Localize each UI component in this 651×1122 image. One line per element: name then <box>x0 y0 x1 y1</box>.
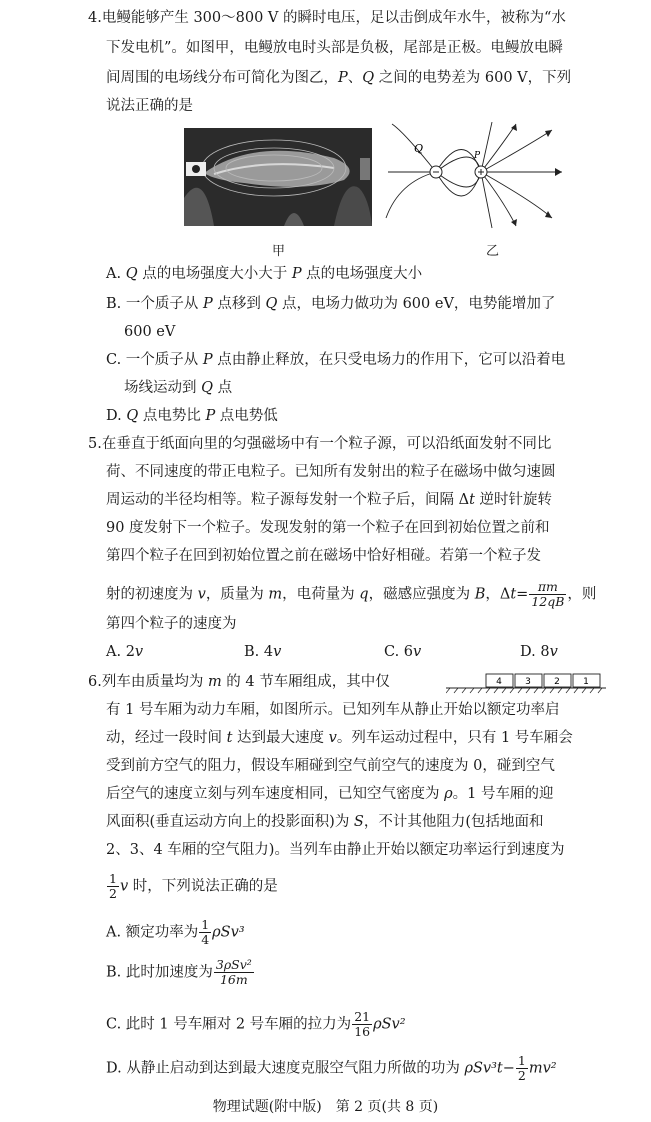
q6-line-2: 有 1 号车厢为动力车厢，如图所示。已知列车从静止开始以额定功率启 <box>106 702 560 718</box>
q6-option-d: D. 从静止启动到达到最大速度克服空气阻力所做的功为 ρSv³t− $\frac{1}{2}$ mv² <box>106 1053 557 1083</box>
q6-option-c: C. 此时 1 号车厢对 2 号车厢的拉力为 $\frac{21}{16}$ ρSv² <box>106 1009 406 1039</box>
train-diagram <box>446 672 606 694</box>
q5-line-2: 荷、不同速度的带正电粒子。已知所有发射出的粒子在磁场中做匀速圆 <box>106 464 556 480</box>
q6-option-b: B. 此时加速度为 $\frac{\text{3ρSv²}}{16m}$ <box>106 957 252 987</box>
q5-line-5: 第四个粒子在回到初始位置之前在磁场中恰好相碰。若第一个粒子发 <box>106 548 541 564</box>
label-p: P <box>474 151 481 161</box>
q5-line-4: 90 度发射下一个粒子。发现发射的第一个粒子在回到初始位置之前和 <box>106 520 550 536</box>
car-label-1: 1 <box>583 677 589 687</box>
label-q: Q <box>414 142 424 155</box>
q4-line-3: 间周围的电场线分布可简化为图乙，P、Q 之间的电势差为 600 V，下列 <box>106 70 572 86</box>
half-fraction: $\frac{1}{2}$ <box>109 871 117 901</box>
q6-line-3: 动，经过一段时间 t 达到最大速度 v。列车运动过程中，只有 1 号车厢会 <box>106 730 573 746</box>
q5-option-d: D. 8v <box>520 644 558 660</box>
q6-option-a: A. 额定功率为 $\frac{1}{4}$ ρSv³ <box>106 917 245 947</box>
q4-option-c-cont: 场线运动到 Q 点 <box>124 380 233 396</box>
q4-option-c: C. 一个质子从 P 点由静止释放，在只受电场力的作用下，它可以沿着电 <box>106 352 566 368</box>
q6-line-7: 2、3、4 车厢的空气阻力)。当列车由静止开始以额定功率运行到速度为 <box>106 842 565 858</box>
q4-option-d: D. Q 点电势比 P 点电势低 <box>106 408 278 424</box>
q6-line-1: 6.列车由质量均为 m 的 4 节车厢组成，其中仅 <box>88 674 390 690</box>
option-b-fraction: $\frac{\text{3ρSv²}}{16m}$ <box>215 957 252 987</box>
fig-yi-caption: 乙 <box>486 244 500 259</box>
q6-line-8: $\frac{1}{2}$ v 时，下列说法正确的是 <box>109 871 278 901</box>
q4-option-a: A. Q 点的电场强度大小大于 P 点的电场强度大小 <box>106 266 423 282</box>
q4-line-2: 下发电机”。如图甲，电鳗放电时头部是负极，尾部是正极。电鳗放电瞬 <box>106 40 563 56</box>
q4-option-b-cont: 600 eV <box>124 324 176 340</box>
q4-option-b: B. 一个质子从 P 点移到 Q 点，电场力做功为 600 eV，电势能增加了 <box>106 296 556 312</box>
option-c-fraction: $\frac{21}{16}$ <box>354 1009 371 1039</box>
option-d-fraction: $\frac{1}{2}$ <box>517 1053 526 1083</box>
q6-line-4: 受到前方空气的阻力，假设车厢碰到空气前空气的速度为 0，碰到空气 <box>106 758 555 774</box>
fig-jia-caption: 甲 <box>272 244 286 259</box>
field-lines-diagram <box>384 122 570 230</box>
option-a-fraction: $\frac{1}{4}$ <box>201 917 210 947</box>
q5-option-b: B. 4v <box>244 644 282 660</box>
q4-line-4: 说法正确的是 <box>106 98 193 114</box>
q5-line-6: 射的初速度为 v，质量为 m，电荷量为 q，磁感应强度为 B，Δt= $\frac{\pi m}{12qB}$ ，则 <box>106 579 597 609</box>
dt-fraction: $\frac{\pi m}{12qB}$ <box>531 579 565 609</box>
car-label-2: 2 <box>554 677 560 687</box>
page-footer: 物理试题(附中版) 第 2 页(共 8 页) <box>212 1099 439 1115</box>
q5-line-3: 周运动的半径均相等。粒子源每发射一个粒子后，间隔 Δt 逆时针旋转 <box>106 492 553 508</box>
q5-line-1: 5.在垂直于纸面向里的匀强磁场中有一个粒子源，可以沿纸面发射不同比 <box>88 436 552 452</box>
q5-option-c: C. 6v <box>384 644 422 660</box>
q4-line-1: 4.电鳗能够产生 300～800 V 的瞬时电压，足以击倒成年水牛，被称为“水 <box>88 10 566 26</box>
car-label-4: 4 <box>496 677 502 687</box>
q5-option-a: A. 2v <box>106 644 144 660</box>
car-label-3: 3 <box>525 677 531 687</box>
electric-eel-photo <box>184 128 372 226</box>
q6-line-6: 风面积(垂直运动方向上的投影面积)为 S，不计其他阻力(包括地面和 <box>106 814 544 830</box>
q6-line-5: 后空气的速度立刻与列车速度相同，已知空气密度为 ρ。1 号车厢的迎 <box>106 786 554 802</box>
q5-line-7: 第四个粒子的速度为 <box>106 616 237 632</box>
